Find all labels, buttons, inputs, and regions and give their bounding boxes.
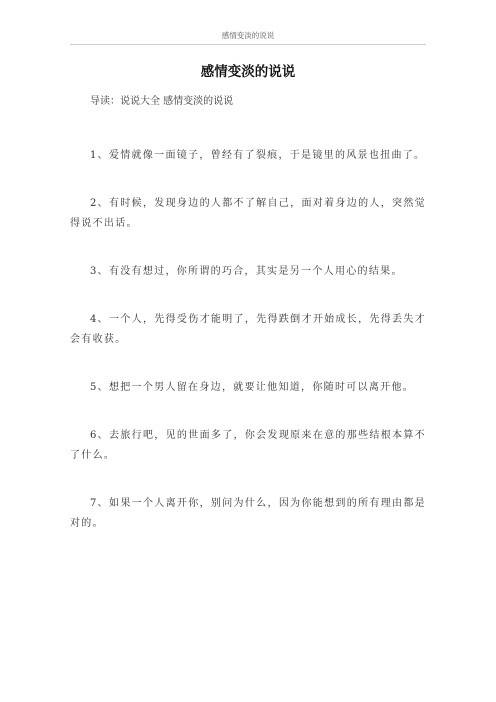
running-header-title: 感情变淡的说说: [221, 31, 275, 40]
paragraph-7: 7、如果一个人离开你，别问为什么，因为你能想到的所有理由都是对的。: [70, 498, 426, 529]
intro-line: 导读：说说大全 感情变淡的说说: [90, 96, 234, 107]
page-header: [70, 0, 426, 45]
paragraph-5: 5、想把一个男人留在身边，就要让他知道，你随时可以离开他。: [90, 382, 415, 393]
paragraph-6: 6、去旅行吧，见的世面多了，你会发现原来在意的那些结根本算不了什么。: [70, 430, 426, 461]
paragraph-1: 1、爱情就像一面镜子，曾经有了裂痕，于是镜里的风景也扭曲了。: [90, 150, 426, 161]
paragraph-2: 2、有时候，发现身边的人都不了解自己，面对着身边的人，突然觉得说不出话。: [70, 198, 426, 229]
document-body: [70, 146, 426, 562]
document-title: 感情变淡的说说: [200, 64, 296, 80]
paragraph-3: 3、有没有想过，你所谓的巧合，其实是另一个人用心的结果。: [90, 266, 403, 277]
paragraph-4: 4、一个人，先得受伤才能明了，先得跌倒才开始成长，先得丢失才会有收获。: [70, 314, 426, 345]
